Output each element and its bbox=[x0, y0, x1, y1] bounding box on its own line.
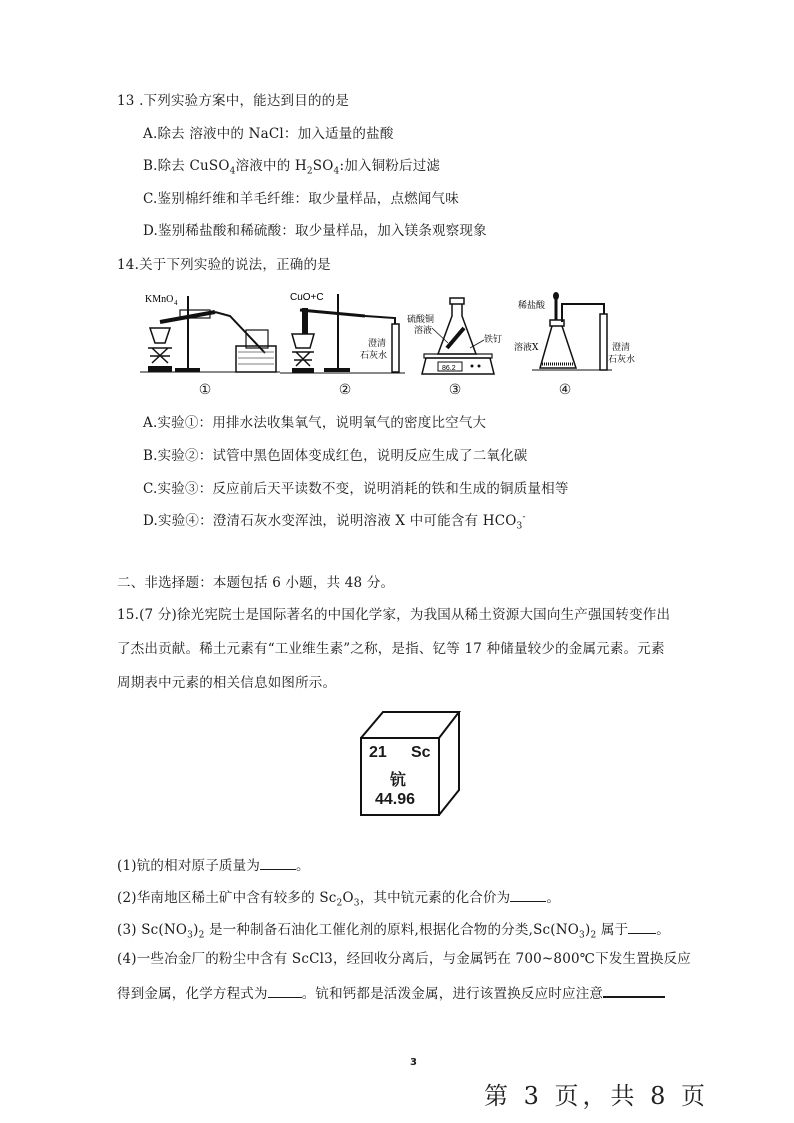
element-card-scandium bbox=[355, 708, 465, 820]
page-footer: 第 3 页，共 8 页 bbox=[484, 1082, 710, 1110]
experiment-figures bbox=[140, 288, 640, 398]
svg-text:溶液: 溶液 bbox=[414, 326, 433, 336]
svg-text:澄清: 澄清 bbox=[612, 343, 631, 353]
svg-text:KMnO: KMnO bbox=[145, 294, 174, 305]
q15-intro-line-3: 周期表中元素的相关信息如图所示。 bbox=[117, 675, 337, 691]
answer-blank-4[interactable] bbox=[268, 983, 302, 998]
q15-sub3: (3) $Sc(NO_3)_2$ 是一种制备石油化工催化剂的原料,根据化合物的分类$,Sc(NO_3)_2$ 属于 。 bbox=[117, 919, 670, 939]
answer-blank-2[interactable] bbox=[510, 887, 546, 902]
q15-intro-line-2: 了杰出贡献。稀土元素有“工业维生素”之称，是指、钇等 17 种储量较少的金属元素。元素 bbox=[117, 641, 665, 657]
q15-intro-line-1: 15.(7 分)徐光宪院士是国际著名的中国化学家，为我国从稀土资源大国向生产强国转变作出 bbox=[117, 607, 671, 623]
section-2-heading: 二、非选择题：本题包括 6 小题，共 48 分。 bbox=[117, 575, 395, 591]
q15-sub1: (1)钪的相对原子质量为 。 bbox=[117, 855, 310, 875]
figure-2-label: ② bbox=[338, 382, 352, 398]
element-name: 钪 bbox=[390, 770, 407, 789]
experiment-2-apparatus-icon bbox=[280, 288, 410, 378]
q13-option-d: D.鉴别稀盐酸和稀硫酸：取少量样品，加入镁条观察现象 bbox=[143, 223, 487, 239]
svg-text:澄清: 澄清 bbox=[368, 339, 387, 349]
q15-sub2: (2)华南地区稀土矿中含有较多的 $Sc_2O_3$，其中钪元素的化合价为 。 bbox=[117, 887, 560, 907]
q14-option-c: C.实验③：反应前后天平读数不变，说明消耗的铁和生成的铜质量相等 bbox=[143, 481, 569, 497]
experiment-4-apparatus-icon bbox=[512, 288, 642, 378]
experiment-1-apparatus-icon bbox=[140, 288, 280, 378]
question-13-stem: 13 .下列实验方案中，能达到目的的是 bbox=[117, 93, 350, 109]
q13-option-c: C.鉴别棉纤维和羊毛纤维：取少量样品，点燃闻气味 bbox=[143, 191, 459, 207]
q14-option-d: D.实验④：澄清石灰水变浑浊，说明溶液 X 中可能含有 $HCO_3^-$ bbox=[143, 512, 526, 532]
figure-4-label: ④ bbox=[558, 382, 572, 398]
svg-text:石灰水: 石灰水 bbox=[608, 355, 636, 365]
q14-option-a: A.实验①：用排水法收集氧气，说明氧气的密度比空气大 bbox=[143, 415, 487, 431]
svg-text:4: 4 bbox=[174, 299, 178, 307]
svg-text:硫酸铜: 硫酸铜 bbox=[407, 315, 435, 325]
svg-text:稀盐酸: 稀盐酸 bbox=[518, 301, 546, 311]
svg-text:86.2: 86.2 bbox=[442, 365, 456, 372]
q15-sub4-line-2: 得到金属，化学方程式为 。钪和钙都是活泼金属，进行该置换反应时应注意 bbox=[117, 982, 665, 1003]
element-symbol: Sc bbox=[411, 744, 431, 761]
answer-blank-5[interactable] bbox=[603, 982, 665, 998]
answer-blank-1[interactable] bbox=[260, 855, 296, 870]
page-number: 3 bbox=[410, 1057, 417, 1068]
q14-option-b: B.实验②：试管中黑色固体变成红色，说明反应生成了二氧化碳 bbox=[143, 448, 528, 464]
figure-1-label: ① bbox=[198, 382, 212, 398]
figure-3-label: ③ bbox=[448, 382, 462, 398]
q13-option-b: B.除去 CuSO$_4$溶液中的 $H_2SO_4$:加入铜粉后过滤 bbox=[143, 158, 441, 177]
element-atomic-number: 21 bbox=[369, 744, 387, 761]
svg-text:铁钉: 铁钉 bbox=[484, 335, 503, 345]
q15-sub4-line-1: (4)一些冶金厂的粉尘中含有 ScCl3，经回收分离后，与金属钙在 700~800℃下发生置换反应 bbox=[117, 951, 691, 967]
svg-text:CuO+C: CuO+C bbox=[290, 292, 324, 303]
question-14-stem: 14.关于下列实验的说法，正确的是 bbox=[117, 257, 331, 273]
svg-text:石灰水: 石灰水 bbox=[360, 351, 388, 361]
experiment-3-apparatus-icon bbox=[402, 288, 522, 378]
svg-text:溶液X: 溶液X bbox=[514, 343, 539, 353]
q13-option-a: A.除去 溶液中的 NaCl：加入适量的盐酸 bbox=[143, 126, 394, 142]
answer-blank-3[interactable] bbox=[628, 919, 656, 934]
element-atomic-mass: 44.96 bbox=[375, 791, 416, 808]
